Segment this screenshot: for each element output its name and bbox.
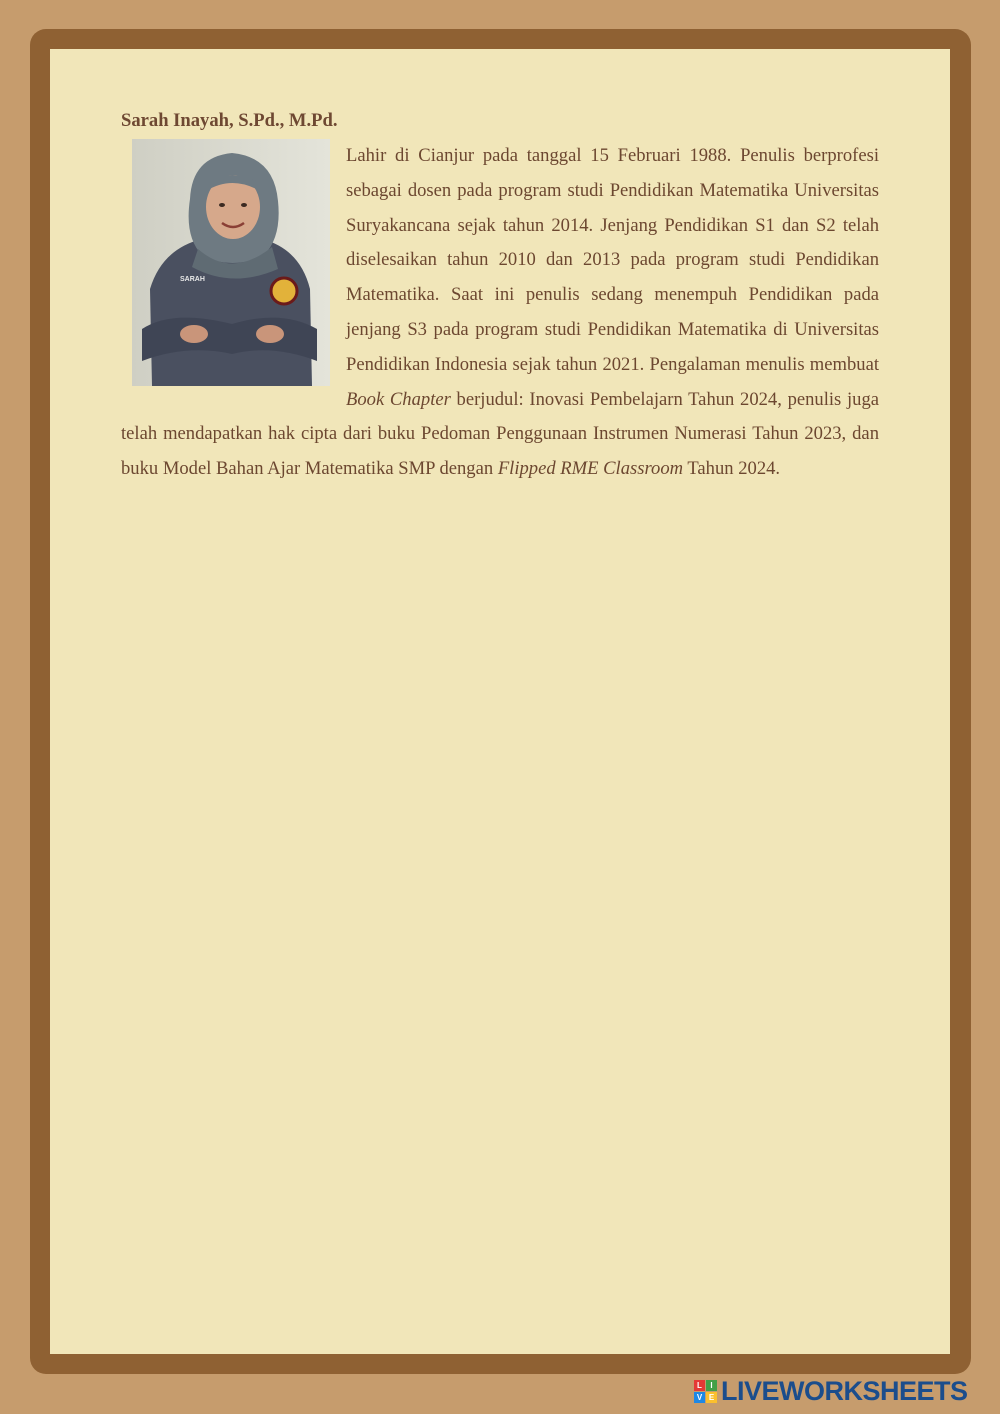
author-photo <box>132 139 330 386</box>
logo-letter: E <box>706 1392 717 1403</box>
page-paper <box>50 49 950 1354</box>
bio-text-2: berjudul: Inovasi Pembelajarn Tahun 2024, penulis juga telah mendapatkan hak cipta dari buku Pedoman Penggunaan Instrumen Numerasi Tahun 2023, dan buku Model Bahan Ajar Matematika SMP dengan <box>121 388 879 480</box>
bio-text-1: Lahir di Cianjur pada tanggal 15 Februari 1988. Penulis berprofesi sebagai dosen pada program studi Pendidikan Matematika Universitas Suryakancana sejak tahun 2014. Jenjang Pendidikan S1 dan S2 telah diselesaikan tahun 2010 dan 2013 pada program studi Pendidikan Matematika. Saat ini penulis sedang menempuh Pendidikan pada jenjang S3 pada program studi Pendidikan Matematika di Universitas Pendidikan Indonesia sejak tahun 2021. Pengalaman menulis membuat <box>346 145 879 375</box>
logo-letter: I <box>706 1380 717 1391</box>
photo-name-tag: SARAH <box>180 276 205 283</box>
author-name: Sarah Inayah, S.Pd., M.Pd. <box>121 110 338 131</box>
liveworksheets-wordmark: LIVEWORKSHEETS <box>721 1375 968 1406</box>
logo-letter: L <box>694 1380 705 1391</box>
bio-italic-flipped-rme: Flipped RME Classroom <box>497 458 684 480</box>
liveworksheets-logo-icon <box>694 1380 717 1403</box>
bio-italic-book-chapter: Book Chapter <box>346 388 451 410</box>
logo-letter: V <box>694 1392 705 1403</box>
author-profile <box>121 105 879 487</box>
liveworksheets-brand <box>694 1376 968 1406</box>
bio-text-3: Tahun 2024. <box>683 458 781 480</box>
